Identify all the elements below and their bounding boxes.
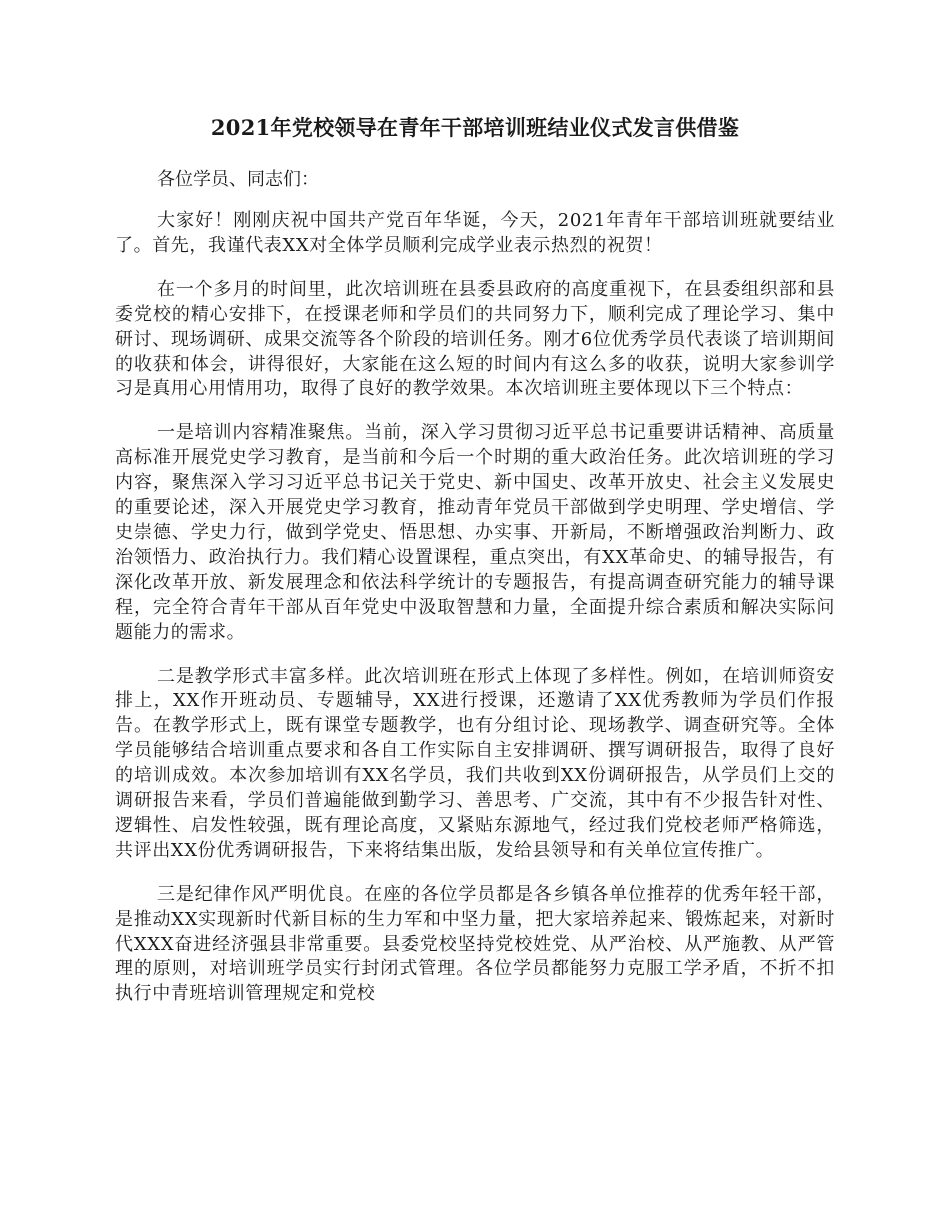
document-title: 2021年党校领导在青年干部培训班结业仪式发言供借鉴 [210, 115, 740, 140]
document-page [115, 112, 835, 1026]
salutation: 各位学员、同志们： [157, 169, 319, 190]
paragraph-feature-discipline: 三是纪律作风严明优良。在座的各位学员都是各乡镇各单位推荐的优秀年轻干部，是推动XX实现新时代新目标的生力军和中坚力量，把大家培养起来、锻炼起来，对新时代XXX奋进经济强县非常重要。县委党校坚持党校姓党、从严治校、从严施教、从严管理的原则，对培训班学员实行封闭式管理。各位学员都能努力克服工学矛盾，不折不扣执行中青班培训管理规定和党校 [115, 883, 835, 1005]
paragraph-overview: 在一个多月的时间里，此次培训班在县委县政府的高度重视下，在县委组织部和县委党校的精心安排下，在授课老师和学员们的共同努力下，顺利完成了理论学习、集中研讨、现场调研、成果交流等各个阶段的培训任务。刚才6位优秀学员代表谈了培训期间的收获和体会，讲得很好，大家能在这么短的时间内有这么多的收获，说明大家参训学习是真用心用情用功，取得了良好的教学效果。本次培训班主要体现以下三个特点： [115, 278, 835, 400]
paragraph-feature-format: 二是教学形式丰富多样。此次培训班在形式上体现了多样性。例如，在培训师资安排上，XX作开班动员、专题辅导，XX进行授课，还邀请了XX优秀教师为学员们作报告。在教学形式上，既有课堂专题教学，也有分组讨论、现场教学、调查研究等。全体学员能够结合培训重点要求和各自工作实际自主安排调研、撰写调研报告，取得了良好的培训成效。本次参加培训有XX名学员，我们共收到XX份调研报告，从学员们上交的调研报告来看，学员们普遍能做到勤学习、善思考、广交流，其中有不少报告针对性、逻辑性、启发性较强，既有理论高度，又紧贴东源地气，经过我们党校老师严格筛选，共评出XX份优秀调研报告，下来将结集出版，发给县领导和有关单位宣传推广。 [115, 665, 835, 861]
paragraph-feature-content: 一是培训内容精准聚焦。当前，深入学习贯彻习近平总书记重要讲话精神、高质量高标准开展党史学习教育，是当前和今后一个时期的重大政治任务。此次培训班的学习内容，聚焦深入学习习近平总书记关于党史、新中国史、改革开放史、社会主义发展史的重要论述，深入开展党史学习教育，推动青年党员干部做到学史明理、学史增信、学史崇德、学史力行，做到学党史、悟思想、办实事、开新局，不断增强政治判断力、政治领悟力、政治执行力。我们精心设置课程，重点突出，有XX革命史、的辅导报告，有深化改革开放、新发展理念和依法科学统计的专题报告，有提高调查研究能力的辅导课程，完全符合青年干部从百年党史中汲取智慧和力量，全面提升综合素质和解决实际问题能力的需求。 [115, 422, 835, 643]
paragraph-greeting: 大家好！刚刚庆祝中国共产党百年华诞，今天，2021年青年干部培训班就要结业了。首先，我谨代表XX对全体学员顺利完成学业表示热烈的祝贺！ [115, 210, 835, 256]
